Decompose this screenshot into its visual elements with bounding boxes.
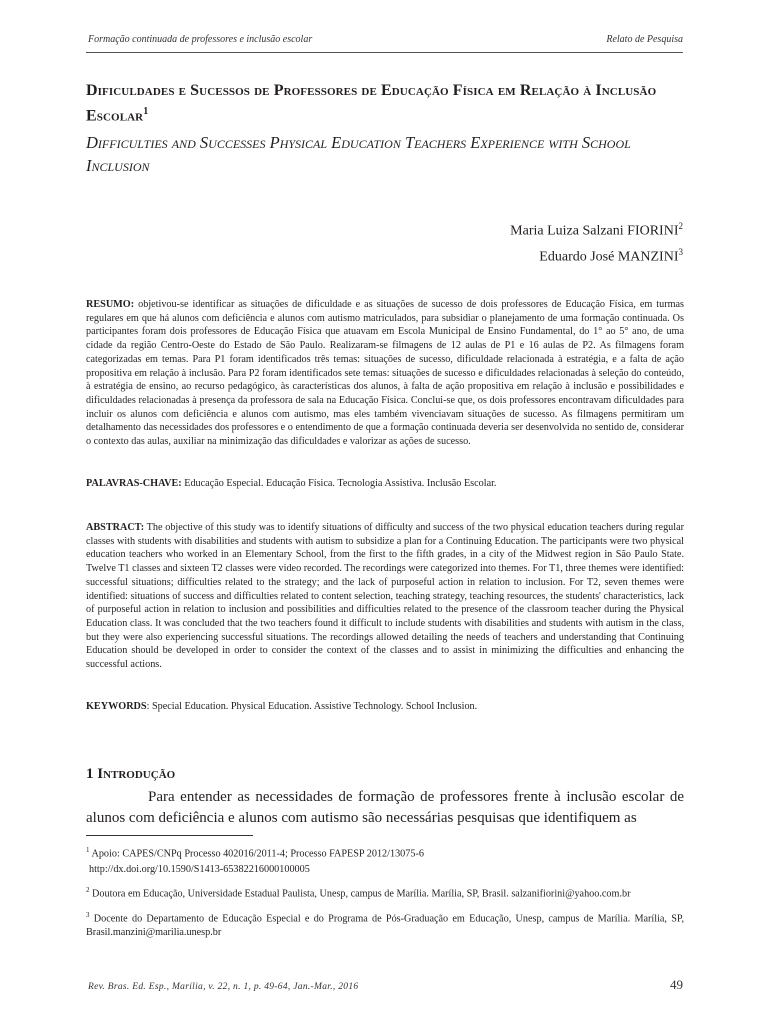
footnote-doi [86,863,684,877]
section-heading: 1 Introdução [86,766,176,782]
resumo-text: objetivou-se identificar as situações de dificuldade e as situações de sucesso de dois professores de Educação Física, em turmas regulares em que há alunos com deficiência e alunos com autismo matriculados, para subsidiar o planejamento de uma formação continuada. Os participantes foram dois professores de Educação Física que atuavam em Escola Municipal de Ensino Fundamental, do 1° ao 5° ano, de uma cidade da região Centro-Oeste do Estado de São Paulo. Realizaram-se filmagens de 12 aulas de P1 e 16 aulas de P2. As filmagens foram categorizadas em temas. Para P1 foram identificados três temas: situações de sucesso, dificuldade relacionada à estratégia, e a falta de ação propositiva em relação à inclusão. Para P2 foram identificados sete temas: situações de sucesso e dificuldades relacionadas à seleção do conteúdo, à estratégia de ensino, ao recurso pedagógico, às características dos alunos, à falta de ação propositiva em relação à inclusão e possibilidades e dificuldades relacionadas à presença da professora de sala na Educação Física. Conclui-se que, os dois professores encontravam dificuldades para incluir os alunos com deficiência e alunos com autismo, mas eles também vivenciavam situações de sucesso. As filmagens permitiram um detalhamento das necessidades dos professores e o entendimento de que a formação continuada deveria ser desenvolvida no sentido de, considerar o contexto das aulas, auxiliar na minimização das dificuldades e valorizar as ações de sucesso. [86,299,685,448]
resumo-label: RESUMO: [86,299,135,310]
footnote-text: Apoio: CAPES/CNPq Processo 402016/2011-4; Processo FAPESP 2012/13075-6 [89,848,424,860]
body-paragraph-text: Para entender as necessidades de formação de professores frente à inclusão escolar de alunos com deficiência e alunos com autismo são necessárias pesquisas que identifiquem as [86,789,684,826]
doi-link[interactable]: http://dx.doi.org/10.1590/S1413-65382216000100005 [89,864,310,876]
running-head [88,34,683,45]
footnote [86,883,684,901]
abstract [86,521,684,672]
author-footnote-mark: 3 [678,246,683,257]
footnote [86,908,684,940]
title-footnote-mark: 1 [143,106,149,117]
footnote-mark: 1 [86,846,90,854]
palavras-chave-label: PALAVRAS-CHAVE: [86,478,182,489]
footnote-text: Docente do Departamento de Educação Especial e do Programa de Pós-Graduação em Educação, Unesp, campus de Marília. Marília, SP, Brasil.manzini@marilia.unesp.br [86,913,684,939]
footnote [86,843,684,861]
running-head-left: Formação continuada de professores e inclusão escolar [88,34,313,45]
abstract-text: The objective of this study was to identify situations of difficulty and success of the two physical education teachers during regular classes with students with disabilities and students with autism to subsidize a plan for a Continuing Education. The participants were two physical education teachers who worked in an Elementary School, from the first to the fifth grades, in a city of the Midwest region in São Paulo State. Twelve T1 classes and sixteen T2 classes were video recorded. The recordings were categorized into themes. For T1, three themes were identified: successful situations; difficulties related to the strategy; and the lack of purposeful action in relation to inclusion. For T2, seven themes were identified: situations of success and difficulties related to content selection, teaching strategy, teaching resources, the students' characteristics, lack of purposeful action in relation to inclusion and possibilities and difficulties related to the presence of the classroom teacher during the Physical Education class. It was concluded that the two teachers found it difficult to include students with disabilities and students with autism in the class, but they were also experiencing successful situations. The recordings allowed detailing the needs of teachers and understanding that Continuing Education should be developed in order to consider the context of the classes and to assist in minimizing the difficulties and enhancing the successful actions. [86,522,685,671]
keywords [86,700,684,714]
author-name: Eduardo José MANZINI [539,249,679,265]
palavras-chave-text: Educação Especial. Educação Física. Tecnologia Assistiva. Inclusão Escolar. [184,478,497,489]
footnote-rule [86,835,253,836]
author-footnote-mark: 2 [678,221,683,231]
footnote-text: Doutora em Educação, Universidade Estadual Paulista, Unesp, campus de Marília. Marília, SP, Brasil. salzanifiorini@yahoo.com.br [89,888,631,900]
footnote-mark: 2 [86,886,90,895]
authors [510,216,683,267]
footnotes [86,843,684,946]
author [510,216,683,242]
author [510,242,683,268]
author-name: Maria Luiza Salzani FIORINI [510,223,679,239]
keywords-text: : Special Education. Physical Education. Assistive Technology. School Inclusion. [146,701,478,712]
journal-citation: Rev. Bras. Ed. Esp., Marília, v. 22, n. 1, p. 49-64, Jan.-Mar., 2016 [88,982,359,992]
palavras-chave [86,477,684,491]
footnote-mark: 3 [86,910,90,919]
running-head-right: Relato de Pesquisa [606,34,683,45]
header-rule [86,52,683,53]
title-english: Difficulties and Successes Physical Education Teachers Experience with School Inclusion [86,133,631,175]
title-portuguese [86,80,686,126]
body-paragraph [86,787,684,829]
keywords-label: KEYWORDS [86,701,147,712]
page-footer [88,977,683,993]
page-number: 49 [670,977,683,992]
title-portuguese-text: Dificuldades e Sucessos de Professores de Educação Física em Relação à Inclusão Escolar [86,82,657,125]
resumo [86,298,684,449]
abstract-label: ABSTRACT: [86,522,145,533]
